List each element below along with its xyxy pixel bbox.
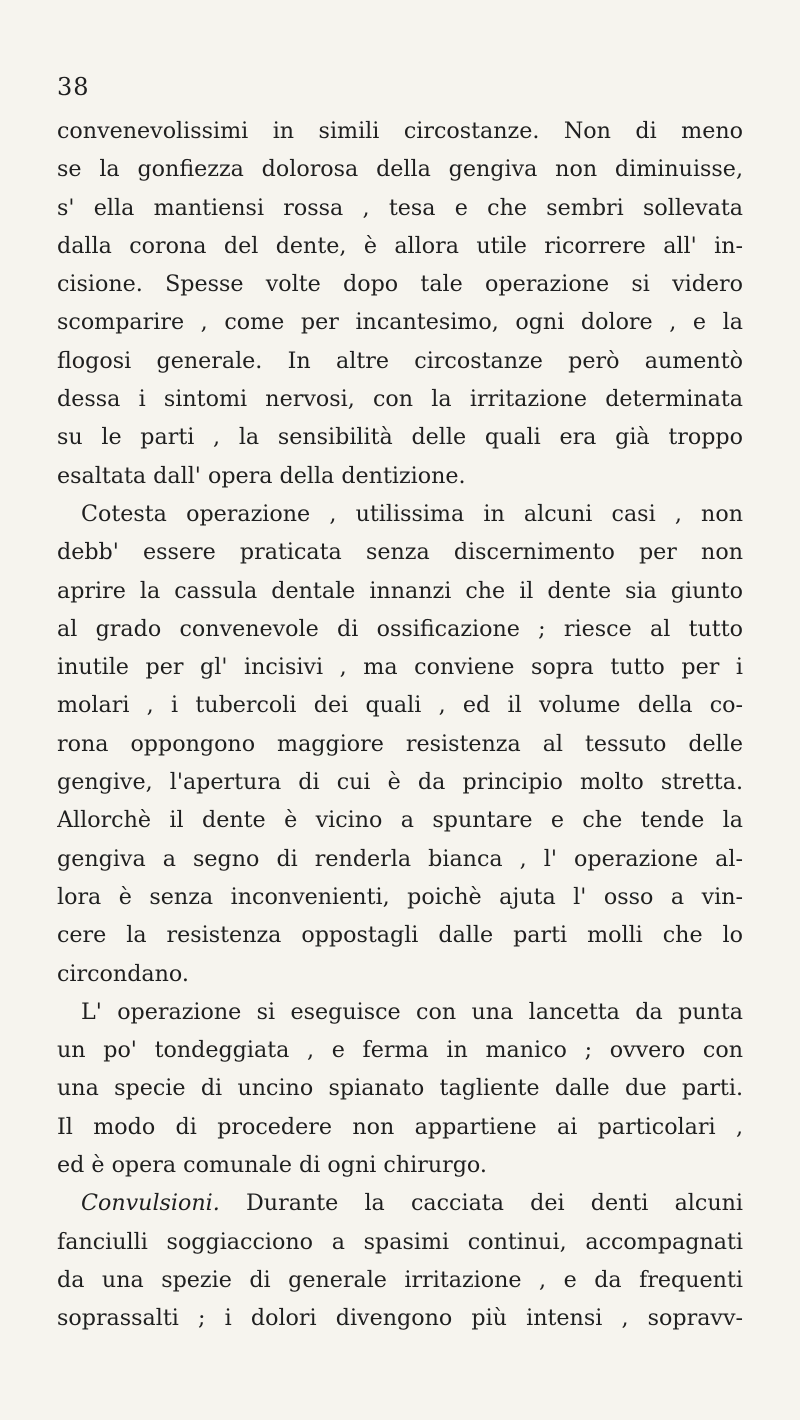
page-number: 38 [57,73,90,101]
text-line: rona oppongono maggiore resistenza al tessuto delle [57,730,743,757]
text-line: al grado convenevole di ossificazione ; riesce al tutto [57,615,743,642]
text-line: soprassalti ; i dolori divengono più intensi , sopravv- [57,1305,743,1332]
convulsioni-paragraph-line [57,1184,743,1222]
text-line: se la gonfiezza dolorosa della gengiva non diminuisse, [57,156,743,183]
text-line: Il modo di procedere non appartiene ai particolari , [57,1113,743,1140]
text-line: una specie di uncino spianato tagliente dalle due parti. [57,1075,743,1102]
text-line: cisione. Spesse volte dopo tale operazione si videro [57,271,743,298]
section-heading-convulsioni: Convulsioni. [81,1190,220,1217]
text-line: debb' essere praticata senza discernimento per non [57,539,743,566]
paragraph-start-line: Cotesta operazione , utilissima in alcuni casi , non [81,500,743,527]
text-line: circondano. [57,960,189,987]
text-line: gengive, l'apertura di cui è da principio molto stretta. [57,769,743,796]
text-line: su le parti , la sensibilità delle quali era già troppo [57,424,743,451]
text-line: un po' tondeggiata , e ferma in manico ; ovvero con [57,1037,743,1064]
text-line: cere la resistenza oppostagli dalle parti molli che lo [57,922,743,949]
paragraph-start-line: L' operazione si eseguisce con una lancetta da punta [81,998,743,1025]
text-line: scomparire , come per incantesimo, ogni dolore , e la [57,309,743,336]
text-line: Allorchè il dente è vicino a spuntare e che tende la [57,807,743,834]
text-line: flogosi generale. In altre circostanze però aumentò [57,347,743,374]
text-line: molari , i tubercoli dei quali , ed il volume della co- [57,692,743,719]
text-line: fanciulli soggiacciono a spasimi continui, accompagnati [57,1228,743,1255]
text-line: dalla corona del dente, è allora utile ricorrere all' in- [57,232,743,259]
text-line: da una spezie di generale irritazione , e da frequenti [57,1266,743,1293]
text-line: dessa i sintomi nervosi, con la irritazione determinata [57,386,743,413]
text-line: esaltata dall' opera della dentizione. [57,462,466,489]
text-line: inutile per gl' incisivi , ma conviene sopra tutto per i [57,654,743,681]
text-line: gengiva a segno di renderla bianca , l' operazione al- [57,845,743,872]
text-line: convenevolissimi in simili circostanze. Non di meno [57,118,743,144]
section-heading-continuation: Durante la cacciata dei denti alcuni [219,1190,743,1217]
text-line: s' ella mantiensi rossa , tesa e che sembri sollevata [57,194,743,221]
body-text [57,112,743,1338]
text-line: ed è opera comunale di ogni chirurgo. [57,1152,487,1179]
text-line: aprire la cassula dentale innanzi che il dente sia giunto [57,577,743,604]
text-line: lora è senza inconvenienti, poichè ajuta l' osso a vin- [57,883,743,910]
